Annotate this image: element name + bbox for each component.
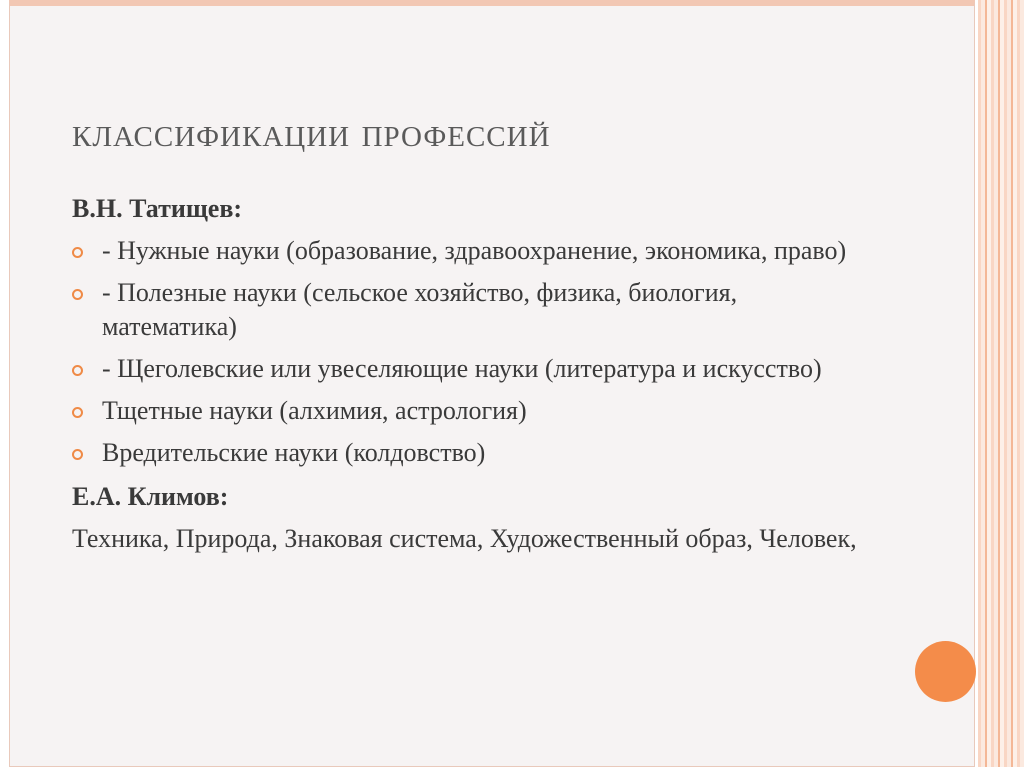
- list-item-text: - Щеголевские или увеселяющие науки (литература и искусство): [102, 354, 822, 383]
- klimov-text: Техника, Природа, Знаковая система, Художественный образ, Человек,: [72, 524, 857, 553]
- list-item: [72, 436, 872, 470]
- tatishchev-list: [72, 234, 872, 470]
- list-item-text: - Нужные науки (образование, здравоохранение, экономика, право): [102, 236, 847, 265]
- slide-panel: [9, 0, 975, 767]
- section-heading-tatishchev: В.Н. Татищев:: [72, 194, 243, 223]
- list-item: [72, 352, 872, 386]
- decorative-circle: [915, 641, 976, 702]
- bullet-ring-icon: [72, 289, 83, 300]
- bullet-ring-icon: [72, 449, 83, 460]
- list-item-text: Вредительские науки (колдовство): [102, 438, 486, 467]
- list-item: [72, 394, 872, 428]
- slide-content: [72, 192, 872, 556]
- bullet-ring-icon: [72, 247, 83, 258]
- decorative-stripes: [978, 0, 1024, 767]
- list-item: [72, 234, 872, 268]
- slide-title: классификации профессий: [72, 110, 551, 156]
- list-item-text: - Полезные науки (сельское хозяйство, физика, биология, математика): [102, 278, 738, 341]
- list-item-text: Тщетные науки (алхимия, астрология): [102, 396, 527, 425]
- section-heading-klimov: Е.А. Климов:: [72, 482, 229, 511]
- bullet-ring-icon: [72, 365, 83, 376]
- bullet-ring-icon: [72, 407, 83, 418]
- list-item: [72, 276, 872, 344]
